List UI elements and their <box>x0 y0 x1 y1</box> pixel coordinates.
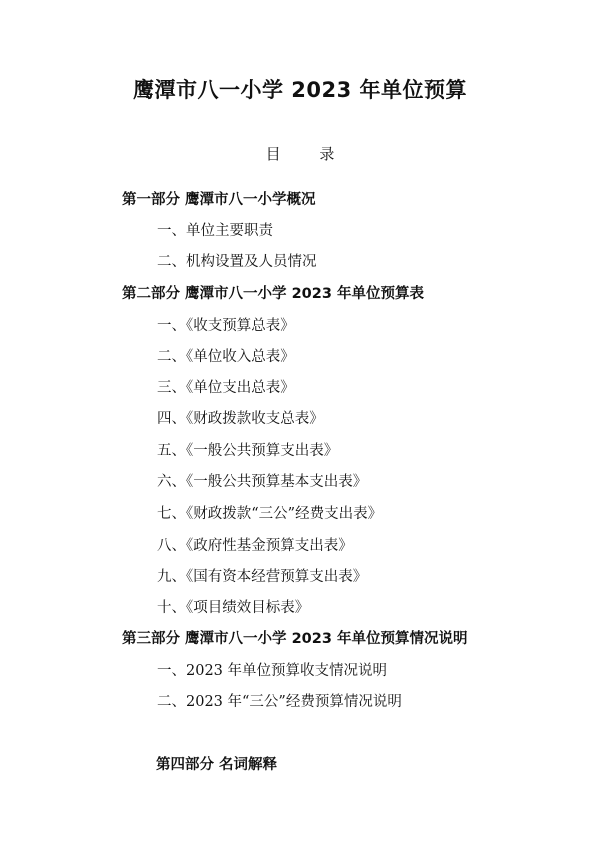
toc-part-1[interactable]: 第一部分 鹰潭市八一小学概况 <box>122 192 316 208</box>
toc-part-4[interactable]: 第四部分 名词解释 <box>156 757 278 773</box>
toc-item[interactable]: 二、2023 年“三公”经费预算情况说明 <box>157 694 402 710</box>
toc-item[interactable]: 一、2023 年单位预算收支情况说明 <box>157 663 388 679</box>
toc-part-3[interactable]: 第三部分 鹰潭市八一小学 2023 年单位预算情况说明 <box>122 631 468 647</box>
toc-part-2[interactable]: 第二部分 鹰潭市八一小学 2023 年单位预算表 <box>122 286 424 302</box>
toc-item[interactable]: 七、《财政拨款“三公”经费支出表》 <box>157 506 383 522</box>
toc-item[interactable]: 一、单位主要职责 <box>157 223 273 239</box>
toc-item[interactable]: 四、《财政拨款收支总表》 <box>157 411 324 427</box>
toc-heading: 目 录 <box>265 145 335 163</box>
toc-item[interactable]: 五、《一般公共预算支出表》 <box>157 443 339 459</box>
toc-item[interactable]: 一、《收支预算总表》 <box>157 318 295 334</box>
toc-item[interactable]: 六、《一般公共预算基本支出表》 <box>157 474 368 490</box>
toc-item[interactable]: 二、《单位收入总表》 <box>157 349 295 365</box>
toc-item[interactable]: 二、机构设置及人员情况 <box>157 254 317 270</box>
toc-item[interactable]: 十、《项目绩效目标表》 <box>157 600 310 616</box>
toc-item[interactable]: 九、《国有资本经营预算支出表》 <box>157 569 368 585</box>
toc-item[interactable]: 八、《政府性基金预算支出表》 <box>157 538 353 554</box>
toc-item[interactable]: 三、《单位支出总表》 <box>157 380 295 396</box>
document-title: 鹰潭市八一小学 2023 年单位预算 <box>132 78 468 102</box>
